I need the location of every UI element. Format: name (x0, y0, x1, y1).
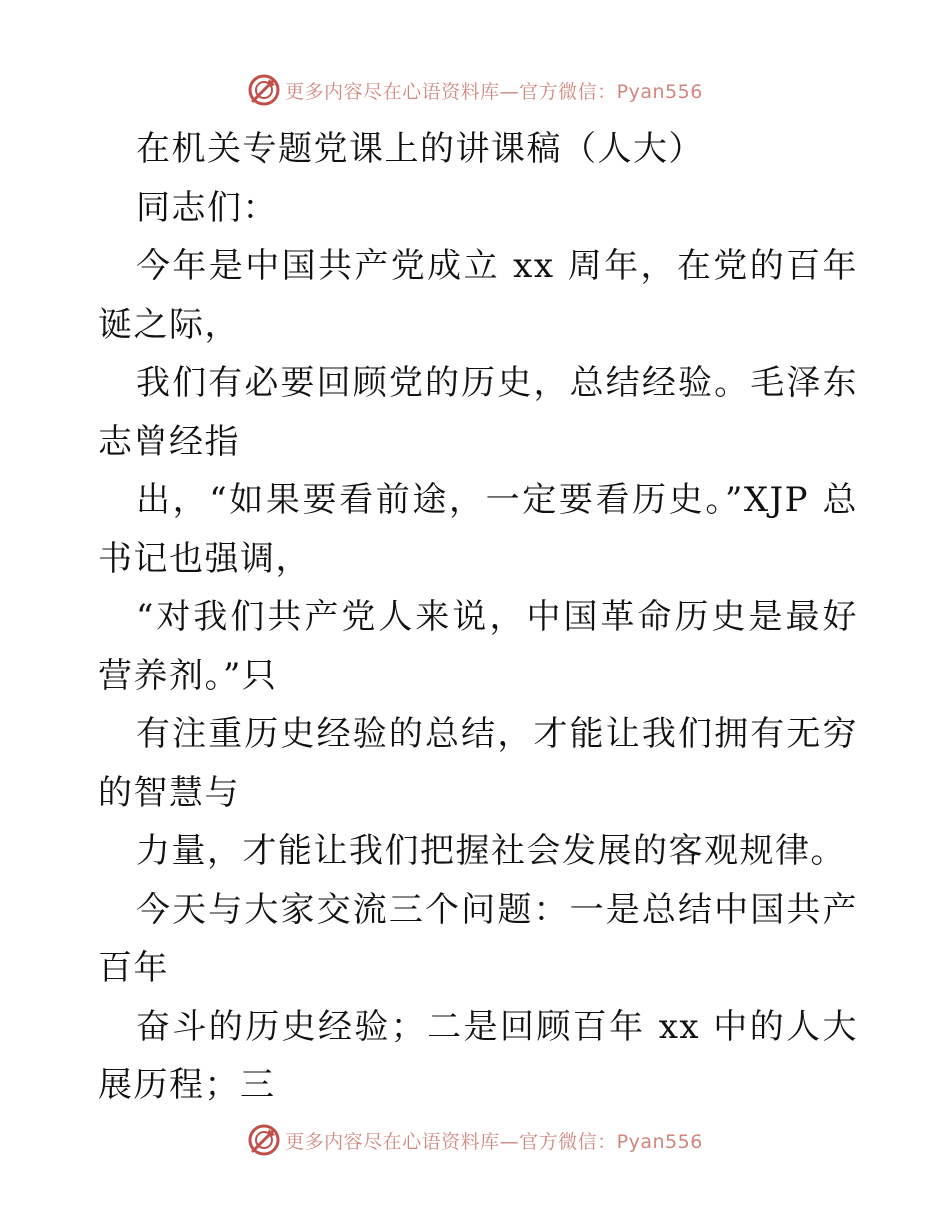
footer-banner-text: 更多内容尽在心语资料库—官方微信：Pyan556 (285, 1130, 703, 1153)
text-line: 百年 (98, 948, 169, 988)
document-title: 在机关专题党课上的讲课稿（人大） (136, 129, 704, 169)
text-line: 今年是中国共产党成立 xx 周年，在党的百年 (136, 246, 858, 286)
header-banner-text: 更多内容尽在心语资料库—官方微信：Pyan556 (285, 80, 703, 103)
text-line: 力量，才能让我们把握社会发展的客观规律。 (136, 831, 846, 871)
salutation: 同志们： (136, 187, 278, 228)
text-line: 志曾经指 (98, 421, 240, 462)
logo-seal-icon (247, 73, 281, 107)
text-line: 我们有必要回顾党的历史，总结经验。毛泽东 (136, 363, 858, 403)
text-line: 诞之际， (98, 304, 240, 345)
header-banner (0, 70, 950, 110)
text-line: 有注重历史经验的总结，才能让我们拥有无穷 (136, 714, 858, 754)
logo-seal-icon (247, 1123, 281, 1157)
text-line: 书记也强调， (98, 538, 311, 579)
document-body (98, 120, 858, 1115)
footer-banner (0, 1120, 950, 1160)
text-line: 的智慧与 (98, 772, 240, 813)
text-line: 奋斗的历史经验；二是回顾百年 xx 中的人大 (136, 1006, 858, 1047)
text-line: “对我们共产党人来说，中国革命历史是最好 (136, 597, 858, 637)
text-line: 营养剂。”只 (98, 655, 278, 696)
text-line: 今天与大家交流三个问题：一是总结中国共产 (136, 889, 858, 930)
text-line: 展历程；三 (98, 1065, 276, 1105)
text-line: 出，“如果要看前途，一定要看历史。”XJP 总 (136, 480, 858, 520)
